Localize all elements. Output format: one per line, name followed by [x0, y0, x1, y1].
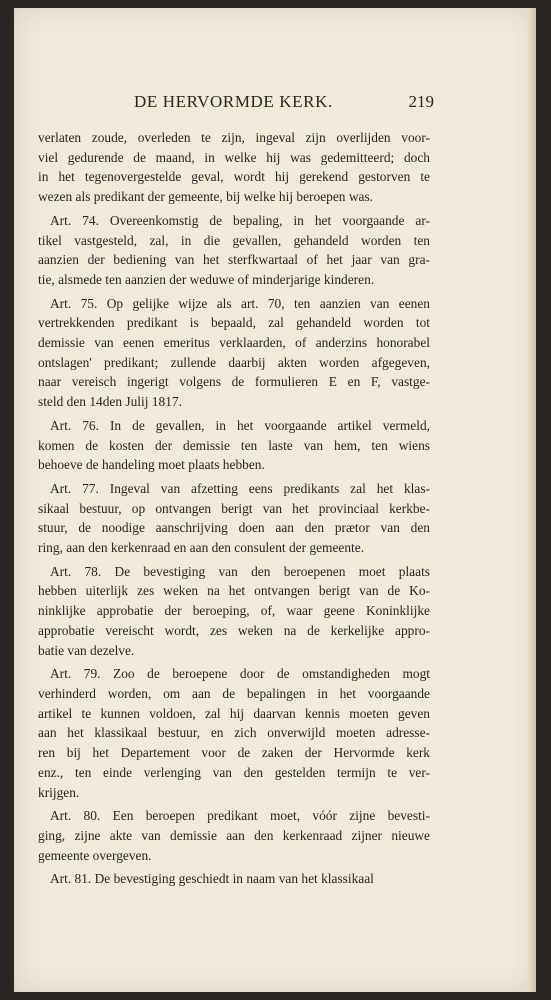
- text-line: in het tegenovergestelde geval, wordt hij gerekend gestorven te: [38, 169, 430, 185]
- text-line: Art. 75. Op gelijke wijze als art. 70, ten aanzien van eenen: [50, 295, 430, 311]
- text-line: Art. 79. Zoo de beroepene door de omstandigheden mogt: [50, 666, 430, 682]
- text-line: krijgen.: [38, 784, 80, 800]
- text-line: viel gedurende de maand, in welke hij was gedemitteerd; doch: [38, 149, 430, 165]
- text-line: verhinderd worden, om aan de bepalingen in het voorgaande: [38, 685, 430, 701]
- paragraph: [38, 479, 430, 558]
- text-line: enz., ten einde verlenging van den gestelden termijn te ver-: [38, 764, 430, 780]
- text-line: aan het klassikaal bestuur, en zich onverwijld moeten adresse-: [38, 725, 430, 741]
- text-line: ring, aan den kerkenraad en aan den consulent der gemeente.: [38, 540, 365, 556]
- text-line: tie, alsmede ten aanzien der weduwe of minderjarige kinderen.: [38, 271, 375, 287]
- text-line: komen de kosten der demissie ten laste van hem, ten wiens: [38, 437, 430, 453]
- text-line: sikaal bestuur, op ontvangen berigt van het provinciaal kerkbe-: [38, 500, 430, 516]
- paragraph: [38, 664, 430, 802]
- body-text: [38, 128, 430, 889]
- text-line: ren bij het Departement voor de zaken der Hervormde kerk: [38, 745, 430, 761]
- text-line: batie van dezelve.: [38, 642, 135, 658]
- page-header: [134, 92, 434, 116]
- paragraph: [38, 416, 430, 475]
- text-line: Art. 80. Een beroepen predikant moet, vóór zijne bevesti-: [50, 808, 430, 824]
- text-line: Art. 74. Overeenkomstig de bepaling, in het voorgaande ar-: [50, 212, 430, 228]
- text-line: behoeve de handeling moet plaats hebben.: [38, 457, 265, 473]
- text-line: verlaten zoude, overleden te zijn, ingeval zijn overlijden voor-: [38, 130, 430, 145]
- text-line: vertrekkenden predikant is bepaald, zal gehandeld worden tot: [38, 315, 430, 331]
- text-line: wezen als predikant der gemeente, bij welke hij beroepen was.: [38, 189, 374, 205]
- text-line: demissie van eenen emeritus verklaarden, of anderzins honorabel: [38, 335, 430, 351]
- page-edge: [528, 8, 536, 992]
- text-line: aanzien der bediening van het sterfkwartaal of het jaar van gra-: [38, 252, 430, 268]
- paragraph: [38, 869, 430, 889]
- paragraph: [38, 806, 430, 865]
- paragraph: [38, 128, 430, 207]
- text-line: naar vereisch ingerigt volgens de formulieren E en F, vastge-: [38, 374, 430, 390]
- page-number: 219: [408, 92, 434, 111]
- text-line: Art. 77. Ingeval van afzetting eens predikants zal het klas-: [50, 480, 430, 496]
- text-line: Art. 78. De bevestiging van den beroepenen moet plaats: [50, 563, 430, 579]
- text-line: ontslagen' predikant; zullende daarbij akten worden afgegeven,: [38, 354, 430, 370]
- text-line: Art. 81. De bevestiging geschiedt in naam van het klassikaal: [50, 871, 374, 887]
- text-line: ging, zijne akte van demissie aan den kerkenraad zijner nieuwe: [38, 827, 430, 843]
- text-line: artikel te kunnen voldoen, zal hij daarvan kennis moeten geven: [38, 705, 430, 721]
- text-line: hebben uiterlijk zes weken na het ontvangen berigt van de Ko-: [38, 583, 430, 599]
- text-line: tikel vastgesteld, zal, in die gevallen, gehandeld worden ten: [38, 232, 430, 248]
- text-line: approbatie vereischt wordt, zes weken na de kerkelijke appro-: [38, 622, 430, 638]
- paragraph: [38, 211, 430, 290]
- text-line: stuur, de noodige aanschrijving doen aan den prætor van den: [38, 520, 430, 536]
- paragraph: [38, 294, 430, 412]
- paragraph: [38, 562, 430, 661]
- running-title: DE HERVORMDE KERK.: [134, 92, 333, 111]
- text-line: Art. 76. In de gevallen, in het voorgaande artikel vermeld,: [50, 417, 430, 433]
- text-line: steld den 14den Julij 1817.: [38, 394, 182, 410]
- text-line: gemeente overgeven.: [38, 847, 152, 863]
- text-line: ninklijke approbatie der beroeping, of, waar geene Koninklijke: [38, 603, 430, 619]
